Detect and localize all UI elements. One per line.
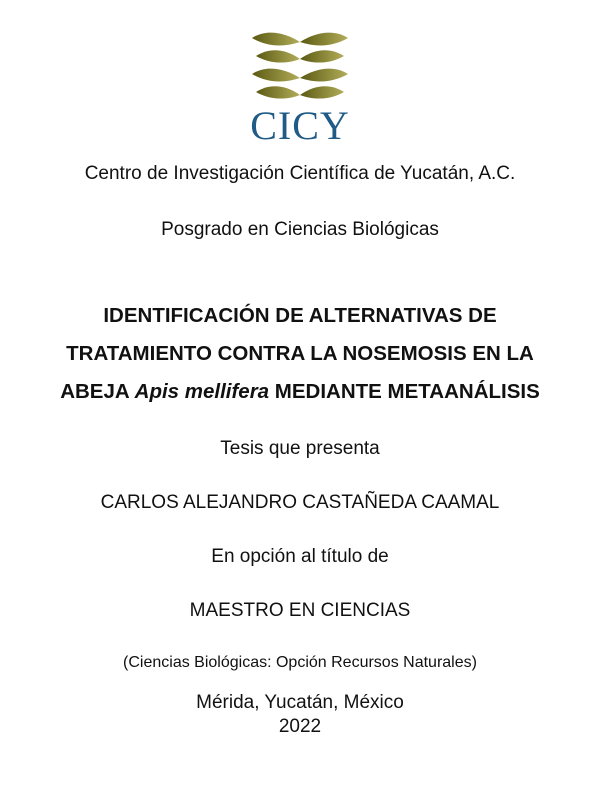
institution-name: Centro de Investigación Científica de Yucatán, A.C. xyxy=(84,163,516,184)
cicy-logo xyxy=(230,30,370,145)
thesis-title-line-3-suffix: MEDIANTE METAANÁLISIS xyxy=(269,380,540,403)
thesis-title xyxy=(0,297,600,411)
author-name: CARLOS ALEJANDRO CASTAÑEDA CAAMAL xyxy=(100,492,500,513)
thesis-title-line-3-prefix: ABEJA xyxy=(60,380,135,403)
species-name: Apis mellifera xyxy=(134,380,270,403)
thesis-title-line-2: TRATAMIENTO CONTRA LA NOSEMOSIS EN LA xyxy=(66,342,534,365)
cicy-leaf-emblem-icon xyxy=(230,30,370,145)
year: 2022 xyxy=(278,716,322,737)
cicy-logo-text: CICY xyxy=(250,103,350,145)
degree-option-label: En opción al título de xyxy=(211,546,389,567)
thesis-title-line-1: IDENTIFICACIÓN DE ALTERNATIVAS DE xyxy=(103,304,497,327)
degree-area: (Ciencias Biológicas: Opción Recursos Naturales) xyxy=(123,654,477,671)
graduate-program: Posgrado en Ciencias Biológicas xyxy=(161,219,439,240)
degree-name: MAESTRO EN CIENCIAS xyxy=(189,600,411,621)
thesis-presented-by-label: Tesis que presenta xyxy=(220,438,380,459)
thesis-title-line-3 xyxy=(0,373,600,411)
place: Mérida, Yucatán, México xyxy=(196,692,404,713)
